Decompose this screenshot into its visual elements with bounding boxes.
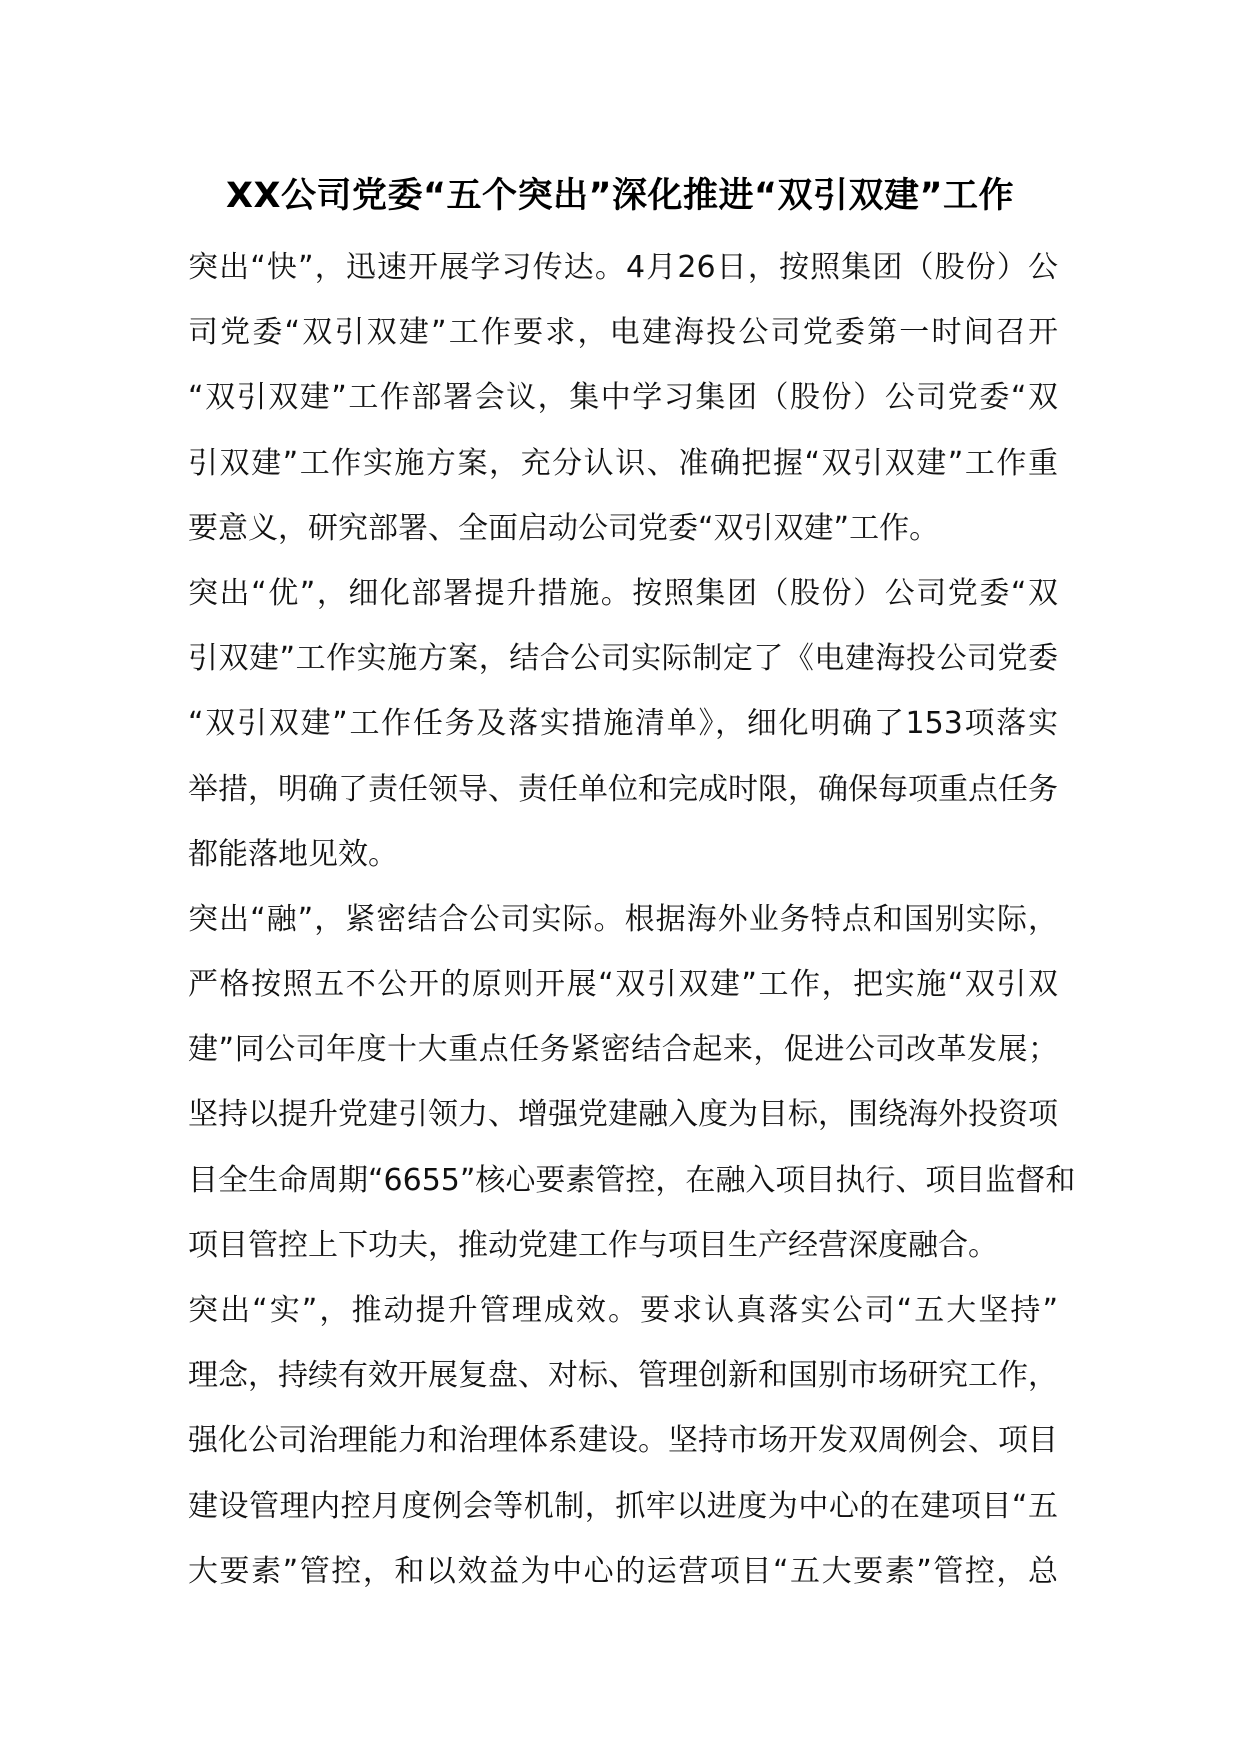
text-line: “双引双建”工作任务及落实措施清单》，细化明确了153项落实 <box>188 706 1058 742</box>
text-line: 引双建”工作实施方案，结合公司实际制定了《电建海投公司党委 <box>188 641 1058 677</box>
text-line: “双引双建”工作部署会议，集中学习集团（股份）公司党委“双 <box>188 380 1058 416</box>
text-line: 强化公司治理能力和治理体系建设。坚持市场开发双周例会、项目 <box>188 1423 1058 1459</box>
text-line: 突出“快”，迅速开展学习传达。4月26日，按照集团（股份）公 <box>188 250 1058 285</box>
text-line: 引双建”工作实施方案，充分认识、准确把握“双引双建”工作重 <box>188 445 1058 481</box>
text-line: 举措，明确了责任领导、责任单位和完成时限，确保每项重点任务 <box>188 771 1058 807</box>
document-body <box>188 235 1076 1604</box>
paragraph-you <box>188 561 1058 887</box>
text-line: 突出“实”，推动提升管理成效。要求认真落实公司“五大坚持” <box>188 1293 1058 1328</box>
paragraph-rong <box>188 887 1076 1278</box>
text-line: 项目管控上下功夫，推动党建工作与项目生产经营深度融合。 <box>188 1227 998 1263</box>
document-title: XX公司党委“五个突出”深化推进“双引双建”工作 <box>226 176 1014 216</box>
text-line: 大要素”管控，和以效益为中心的运营项目“五大要素”管控，总 <box>188 1553 1058 1589</box>
text-line: 都能落地见效。 <box>188 836 398 872</box>
text-line: 坚持以提升党建引领力、增强党建融入度为目标，围绕海外投资项 <box>188 1097 1058 1133</box>
text-line: 突出“融”，紧密结合公司实际。根据海外业务特点和国别实际， <box>188 901 1058 937</box>
paragraph-kuai <box>188 235 1058 561</box>
paragraph-shi <box>188 1278 1058 1604</box>
text-line: 建设管理内控月度例会等机制，抓牢以进度为中心的在建项目“五 <box>188 1488 1058 1524</box>
text-line: 目全生命周期“6655”核心要素管控，在融入项目执行、项目监督和 <box>188 1162 1076 1198</box>
text-line: 严格按照五不公开的原则开展“双引双建”工作，把实施“双引双 <box>188 967 1058 1003</box>
text-line: 要意义，研究部署、全面启动公司党委“双引双建”工作。 <box>188 510 940 546</box>
text-line: 突出“优”，细化部署提升措施。按照集团（股份）公司党委“双 <box>188 575 1058 611</box>
text-line: 司党委“双引双建”工作要求，电建海投公司党委第一时间召开 <box>188 315 1058 351</box>
text-line: 建”同公司年度十大重点任务紧密结合起来，促进公司改革发展； <box>188 1032 1058 1068</box>
text-line: 理念，持续有效开展复盘、对标、管理创新和国别市场研究工作， <box>188 1358 1058 1394</box>
